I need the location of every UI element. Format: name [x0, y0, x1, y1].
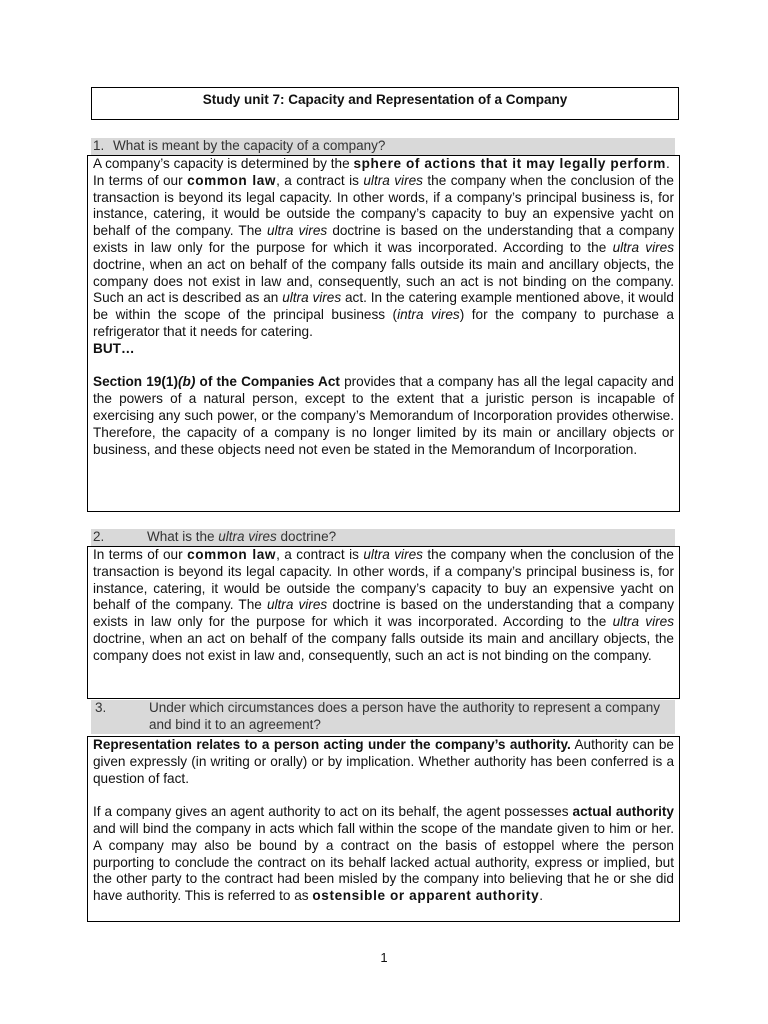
text-run: act. In the catering example mentioned above, it would be within the scope of the principal business (	[93, 290, 674, 323]
question-3-bar	[91, 700, 675, 734]
answer-3-box	[87, 736, 680, 922]
question-3-text: Under which circumstances does a person have the authority to represent a company and bind it to an agreement?	[149, 700, 661, 732]
answer-3-paragraph-2	[93, 804, 674, 905]
text-run: A company’s capacity is determined by the	[93, 156, 354, 171]
bold-run: sphere of actions that it may legally perform	[353, 156, 666, 171]
text-run: provides that a company has all the legal capacity and the powers of a natural person, except to the extent that a juristic person is incapable of exercising any such power, or the company’s Memorandum of Incorporation provides otherwise. Therefore, the capacity of a company is no longer limited by its main or ancillary objects or business, and these objects need not even be stated in the Memorandum of Incorporation.	[93, 374, 674, 457]
italic-run: ultra vires	[612, 614, 674, 630]
text-run: In terms of our	[93, 547, 188, 562]
answer-1-paragraph-2	[93, 173, 674, 341]
italic-run: ultra vires	[266, 223, 328, 239]
question-2-text: What is the	[147, 529, 219, 544]
text-run: , a contract is	[276, 172, 364, 188]
question-2-text-end: doctrine?	[276, 529, 337, 544]
answer-2-paragraph	[93, 547, 674, 665]
paragraph-gap	[93, 787, 674, 804]
text-run: the company when the conclusion of the transaction is beyond its legal capacity. In other words, if a company’s principal business is, for instance, catering, it would be outside the company’s capacity to buy an expensive yacht on behalf of the company. The	[93, 172, 674, 239]
text-run: doctrine is based on the understanding that a company exists in law only for the purpose for which it was incorporated. According to the	[93, 223, 675, 255]
text-run: .	[665, 156, 670, 171]
text-run: .	[539, 888, 544, 904]
italic-run: ultra vires	[612, 239, 674, 255]
bold-run: of the Companies Act	[195, 374, 340, 390]
text-run: and will bind the company in acts which fall within the scope of the mandate given to him or her. A company may also be bound by a contract on the basis of estoppel where the person purporting to conclude the contract on its behalf lacked actual authority, express or implied, but the other party to the contract had been misled by the company into believing that he or she did have authority. This is referred to as	[93, 820, 674, 904]
title-text: Capacity and Representation of a Company	[288, 92, 568, 107]
page-number: 1	[380, 950, 388, 965]
bold-run: Representation relates to a person acting under the company’s authority.	[93, 737, 571, 752]
page-title	[91, 87, 679, 120]
question-2-bar	[91, 529, 675, 546]
text-run: In terms of our	[93, 172, 188, 188]
italic-run: ultra vires	[282, 290, 342, 306]
question-1-bar	[91, 138, 675, 155]
question-3-number: 3.	[95, 700, 107, 715]
answer-2-box	[87, 546, 680, 699]
text-run: ) for the company to purchase a refrigerator that it needs for catering.	[93, 307, 674, 339]
bold-italic-run: (b)	[178, 374, 196, 390]
text-run: , a contract is	[276, 547, 364, 562]
answer-1-paragraph-1	[93, 156, 674, 173]
text-run: doctrine, when an act on behalf of the company falls outside its main and ancillary objects, the company does not exist in law and, consequently, such an act is not binding on the company.	[93, 630, 674, 663]
bold-run: Section 19(1)	[93, 374, 178, 390]
text-run: doctrine is based on the understanding that a company exists in law only for the purpose for which it was incorporated. According to the	[93, 597, 675, 630]
italic-run: ultra vires	[363, 172, 423, 188]
question-2-italic: ultra vires	[218, 529, 277, 544]
paragraph-gap	[93, 358, 674, 375]
answer-1-but: BUT…	[93, 340, 135, 356]
answer-3-paragraph-1	[93, 737, 674, 787]
question-1-number: 1.	[93, 138, 105, 153]
bold-run: common law	[187, 547, 277, 562]
text-run: doctrine, when an act on behalf of the company falls outside its main and ancillary objects, the company does not exist in law and, consequently, such an act is not binding on the company. Such an act is described as an	[93, 256, 674, 306]
text-run: Authority can be given expressly (in writing or orally) or by implication. Whether authority has been conferred is a question of fact.	[93, 737, 674, 786]
question-1-text: What is meant by the capacity of a company?	[113, 138, 386, 153]
bold-run: common law	[187, 172, 277, 188]
italic-run: ultra vires	[363, 547, 423, 562]
question-2-number: 2.	[93, 529, 105, 544]
answer-1-box	[87, 155, 680, 512]
answer-1-paragraph-3	[93, 374, 674, 458]
text-run: the company when the conclusion of the transaction is beyond its legal capacity. In other words, if a company’s principal business is, for instance, catering, it would be outside the company’s capacity to buy an expensive yacht on behalf of the company. The	[93, 547, 674, 613]
text-run: If a company gives an agent authority to act on its behalf, the agent possesses	[93, 804, 573, 820]
bold-run: ostensible or apparent authority	[312, 888, 540, 904]
italic-run: ultra vires	[266, 597, 328, 613]
bold-run: actual authority	[572, 804, 674, 820]
title-prefix: Study unit 7:	[202, 92, 289, 107]
italic-run: intra vires	[397, 307, 460, 323]
